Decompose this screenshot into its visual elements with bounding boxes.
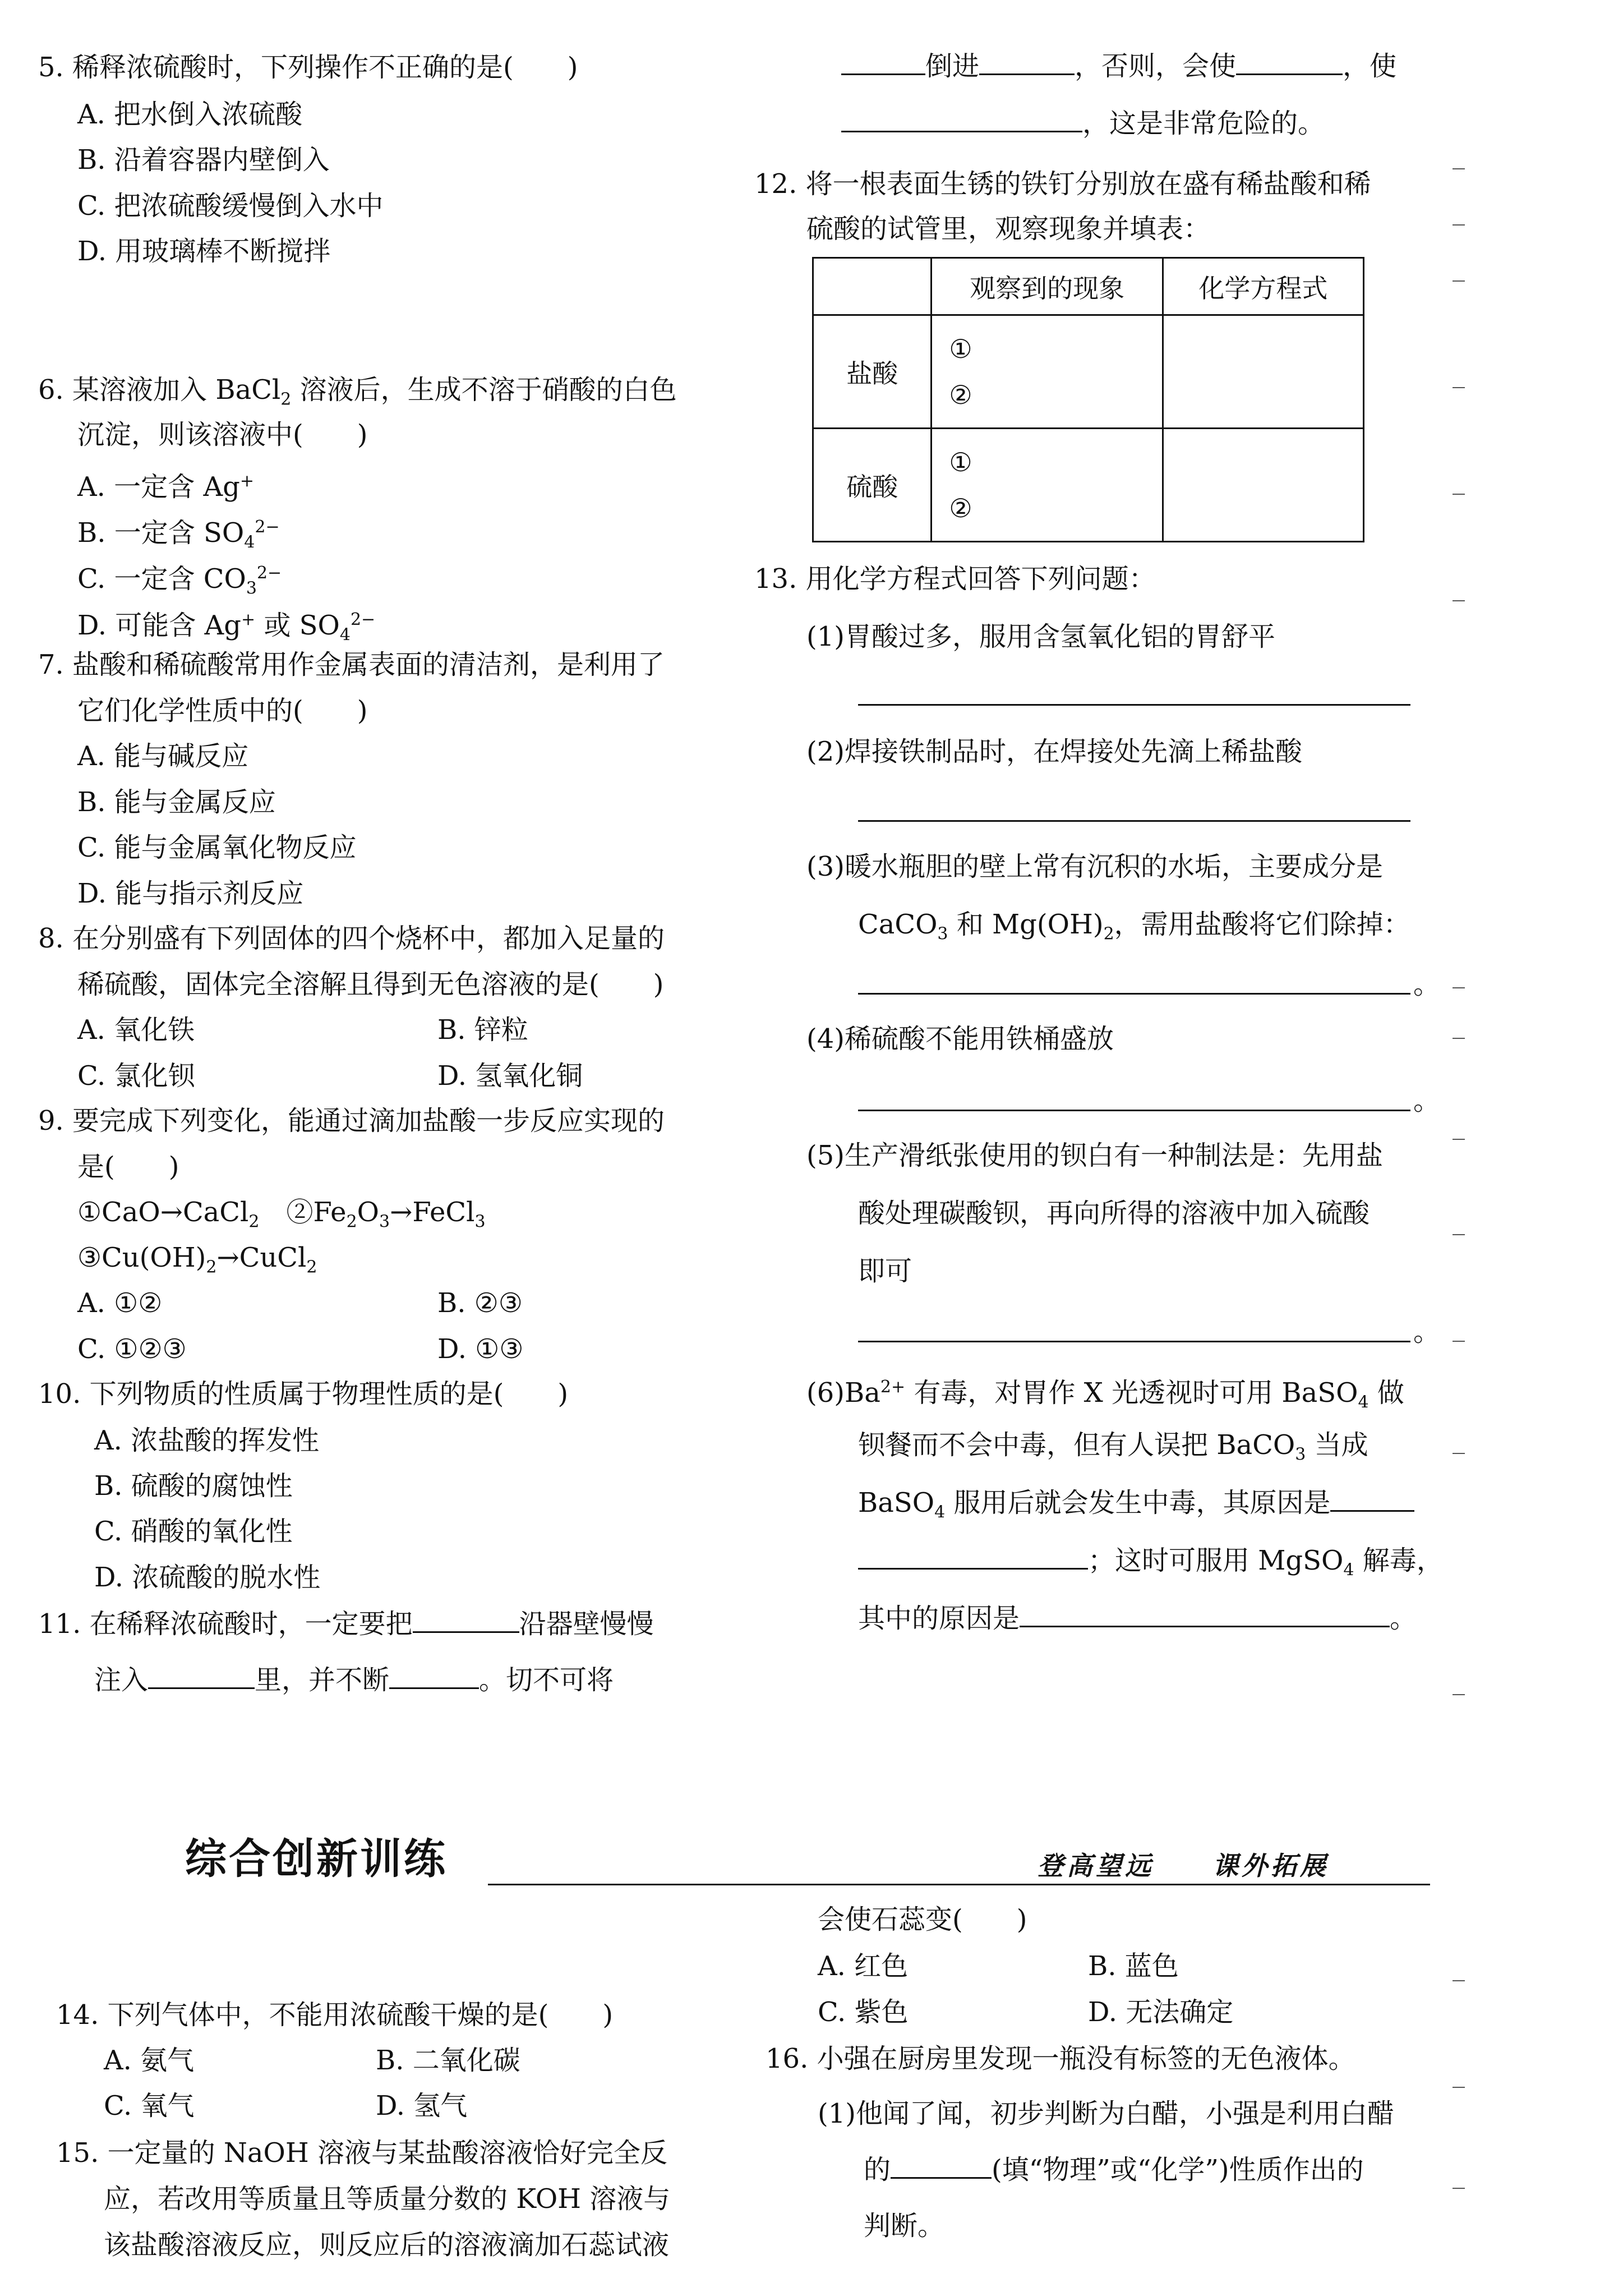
- q15-option-a: A. 红色: [818, 1950, 909, 1982]
- q13-part6-line1: $(6)Ba^{2+}$ 有毒，对胃作 X 光透视时可用 BaSO$_4$ 做: [806, 1377, 1404, 1412]
- q13-blank-6b[interactable]: [858, 1545, 1088, 1570]
- q13-part6-line4: ；这时可服用 MgSO$_4$ 解毒，: [858, 1544, 1444, 1588]
- q9-reactions-1-2: ①CaO→CaCl$_2$ $②Fe_2O_3\to FeCl_3$: [77, 1197, 486, 1232]
- q5-stem: 5. 稀释浓硫酸时，下列操作不正确的是( ): [38, 52, 578, 83]
- q11-line1: 11. 在稀释浓硫酸时，一定要把 沿器壁慢慢: [38, 1608, 654, 1640]
- q6-option-a: A. 一定含 Ag+: [77, 471, 254, 503]
- q13-part3-line1: (3)暖水瓶胆的壁上常有沉积的水垢，主要成分是: [806, 851, 1383, 882]
- table-row-sulfuric: 硫酸: [813, 429, 932, 542]
- margin-tick: [1453, 987, 1465, 988]
- table-cell-equation-2[interactable]: [1163, 429, 1363, 542]
- q8-option-a: A. 氧化铁: [77, 1014, 195, 1046]
- q11-blank-5[interactable]: [979, 51, 1075, 75]
- q11-blank-2[interactable]: [148, 1665, 255, 1689]
- q7-option-d: D. 能与指示剂反应: [77, 878, 304, 909]
- q11-blank-4[interactable]: [841, 51, 925, 75]
- q11-cont-line1: 倒进 ，否则，会使 ，使: [841, 49, 1396, 83]
- q13-part5-line2: 酸处理碳酸钡，再向所得的溶液中加入硫酸: [858, 1198, 1370, 1229]
- q12-stem-line2: 硫酸的试管里，观察现象并填表：: [806, 213, 1211, 245]
- q12-stem-line1: 12. 将一根表面生锈的铁钉分别放在盛有稀盐酸和稀: [754, 168, 1371, 200]
- q13-answer-line-3[interactable]: [858, 993, 1410, 995]
- q14-option-a: A. 氨气: [104, 2045, 195, 2076]
- q14-stem: 14. 下列气体中，不能用浓硫酸干燥的是( ): [56, 1999, 614, 2031]
- margin-tick: [1453, 1341, 1465, 1342]
- q13-part3-line2: CaCO$_3$ 和 $Mg(OH)_2$，需用盐酸将它们除掉：: [858, 909, 1410, 944]
- q10-option-c: C. 硝酸的氧化性: [94, 1516, 293, 1547]
- margin-tick: [1453, 1038, 1465, 1039]
- q14-option-b: B. 二氧化碳: [376, 2045, 520, 2076]
- q9-option-a: A. ①②: [77, 1287, 163, 1319]
- margin-tick: [1453, 1234, 1465, 1235]
- q10-stem: 10. 下列物质的性质属于物理性质的是( ): [38, 1378, 569, 1410]
- margin-tick: [1453, 1453, 1465, 1454]
- q11-line2: 注入 里，并不断 。切不可将: [94, 1664, 614, 1696]
- q13-answer-line-4[interactable]: [858, 1110, 1410, 1111]
- q6-option-d: D. 可能含 Ag+ 或 $SO_4^{2-}$: [77, 610, 376, 645]
- q8-option-c: C. 氯化钡: [77, 1060, 195, 1092]
- q7-stem-line1: 7. 盐酸和稀硫酸常用作金属表面的清洁剂，是利用了: [38, 649, 665, 680]
- q5-option-d: D. 用玻璃棒不断搅拌: [77, 236, 331, 267]
- margin-tick: [1453, 168, 1465, 169]
- q16-stem: 16. 小强在厨房里发现一瓶没有标签的无色液体。: [766, 2043, 1355, 2074]
- margin-tick: [1453, 387, 1465, 388]
- q13-answer-line-5[interactable]: [858, 1341, 1410, 1342]
- q13-period-4: 。: [1413, 1085, 1441, 1116]
- table-cell-equation-1[interactable]: [1163, 315, 1363, 429]
- q9-stem-line1: 9. 要完成下列变化，能通过滴加盐酸一步反应实现的: [38, 1105, 665, 1137]
- q13-part6-line3: BaSO$_4$ 服用后就会发生中毒，其原因是: [858, 1486, 1414, 1530]
- q13-period-3: 。: [1413, 969, 1441, 1000]
- q6-stem-line1: 6. 某溶液加入 BaCl$_2$ 溶液后，生成不溶于硝酸的白色: [38, 374, 677, 409]
- q13-blank-6a[interactable]: [1330, 1488, 1414, 1512]
- table-row-hydrochloric: 盐酸: [813, 315, 932, 429]
- q7-option-b: B. 能与金属反应: [77, 786, 276, 818]
- q6-option-c: C. 一定含 $CO_3^{2-}$: [77, 563, 282, 599]
- q8-option-d: D. 氢氧化铜: [437, 1060, 583, 1092]
- q6-stem-line2: 沉淀，则该溶液中( ): [77, 419, 368, 450]
- table-cell-phenomenon-1[interactable]: ① ②: [932, 315, 1163, 429]
- table-corner-cell: [813, 258, 932, 315]
- q15-option-c: C. 紫色: [818, 1996, 909, 2028]
- table-cell-phenomenon-2[interactable]: ① ②: [932, 429, 1163, 542]
- q9-stem-line2: 是( ): [77, 1151, 179, 1182]
- q15-cont-line: 会使石蕊变( ): [818, 1904, 1027, 1935]
- q9-option-d: D. ①③: [437, 1333, 524, 1365]
- margin-tick: [1453, 1139, 1465, 1140]
- q11-blank-3[interactable]: [389, 1665, 479, 1689]
- q13-part5-line1: (5)生产滑纸张使用的钡白有一种制法是：先用盐: [806, 1140, 1383, 1171]
- q15-line3: 该盐酸溶液反应，则反应后的溶液滴加石蕊试液: [104, 2229, 670, 2261]
- q15-line2: 应，若改用等质量且等质量分数的 KOH 溶液与: [104, 2183, 671, 2215]
- q14-option-d: D. 氢气: [376, 2090, 468, 2122]
- margin-tick: [1453, 494, 1465, 495]
- q16-part1-line3: 判断。: [864, 2210, 945, 2242]
- margin-tick: [1453, 1694, 1465, 1695]
- table-header-phenomenon: 观察到的现象: [932, 258, 1163, 315]
- section-rule: [488, 1884, 1430, 1885]
- q16-part1-line2: 的 (填“物理”或“化学”)性质作出的: [864, 2154, 1364, 2185]
- margin-tick: [1453, 280, 1465, 282]
- q11-blank-7[interactable]: [841, 108, 1082, 132]
- q7-option-a: A. 能与碱反应: [77, 740, 249, 772]
- section-subtitle: 登高望远 课外拓展: [1038, 1851, 1329, 1881]
- q13-part4: (4)稀硫酸不能用铁桶盛放: [806, 1023, 1114, 1055]
- margin-tick: [1453, 224, 1465, 226]
- q9-option-b: B. ②③: [437, 1287, 523, 1319]
- q6-option-b: B. 一定含 $SO_4^{2-}$: [77, 517, 280, 553]
- q14-option-c: C. 氧气: [104, 2090, 195, 2122]
- q16-blank-1[interactable]: [891, 2155, 992, 2179]
- q5-option-a: A. 把水倒入浓硫酸: [77, 99, 303, 130]
- observation-table: [812, 257, 1364, 542]
- table-header-equation: 化学方程式: [1163, 258, 1363, 315]
- q13-part6-line5: 其中的原因是 。: [858, 1603, 1417, 1634]
- section-title: 综合创新训练: [185, 1835, 448, 1883]
- margin-tick: [1453, 2188, 1465, 2189]
- margin-tick: [1453, 1980, 1465, 1981]
- q13-blank-6c[interactable]: [1020, 1603, 1390, 1627]
- q15-option-b: B. 蓝色: [1088, 1950, 1179, 1982]
- q13-part2: (2)焊接铁制品时，在焊接处先滴上稀盐酸: [806, 736, 1302, 767]
- margin-tick: [1453, 600, 1465, 601]
- q10-option-b: B. 硫酸的腐蚀性: [94, 1470, 293, 1502]
- q11-blank-1[interactable]: [413, 1609, 519, 1633]
- q11-blank-6[interactable]: [1236, 51, 1343, 75]
- q10-option-d: D. 浓硫酸的脱水性: [94, 1562, 321, 1593]
- q16-part1-line1: (1)他闻了闻，初步判断为白醋，小强是利用白醋: [818, 2098, 1394, 2129]
- q13-part5-line3: 即可: [858, 1255, 912, 1287]
- q11-cont-line2: ，这是非常危险的。: [841, 107, 1325, 140]
- q13-answer-line-2[interactable]: [858, 820, 1410, 822]
- margin-tick: [1453, 2087, 1465, 2088]
- q5-option-b: B. 沿着容器内壁倒入: [77, 144, 330, 176]
- q7-stem-line2: 它们化学性质中的( ): [77, 695, 368, 726]
- q8-stem-line1: 8. 在分别盛有下列固体的四个烧杯中，都加入足量的: [38, 923, 665, 954]
- q7-option-c: C. 能与金属氧化物反应: [77, 832, 357, 863]
- q13-stem: 13. 用化学方程式回答下列问题：: [754, 563, 1156, 595]
- q13-part1: (1)胃酸过多，服用含氢氧化铝的胃舒平: [806, 621, 1275, 652]
- q9-option-c: C. ①②③: [77, 1333, 187, 1365]
- q15-line1: 15. 一定量的 NaOH 溶液与某盐酸溶液恰好完全反: [56, 2137, 667, 2169]
- q8-stem-line2: 稀硫酸，固体完全溶解且得到无色溶液的是( ): [77, 969, 664, 1000]
- q8-option-b: B. 锌粒: [437, 1014, 528, 1046]
- q13-period-5: 。: [1413, 1316, 1441, 1347]
- q9-reaction-3: $③Cu(OH)_2\to CuCl_2$: [77, 1242, 317, 1277]
- q10-option-a: A. 浓盐酸的挥发性: [94, 1425, 320, 1456]
- q5-option-c: C. 把浓硫酸缓慢倒入水中: [77, 190, 384, 222]
- q13-part6-line2: 钡餐而不会中毒，但有人误把 BaCO$_3$ 当成: [858, 1429, 1368, 1465]
- q13-answer-line-1[interactable]: [858, 704, 1410, 706]
- q15-option-d: D. 无法确定: [1088, 1996, 1234, 2028]
